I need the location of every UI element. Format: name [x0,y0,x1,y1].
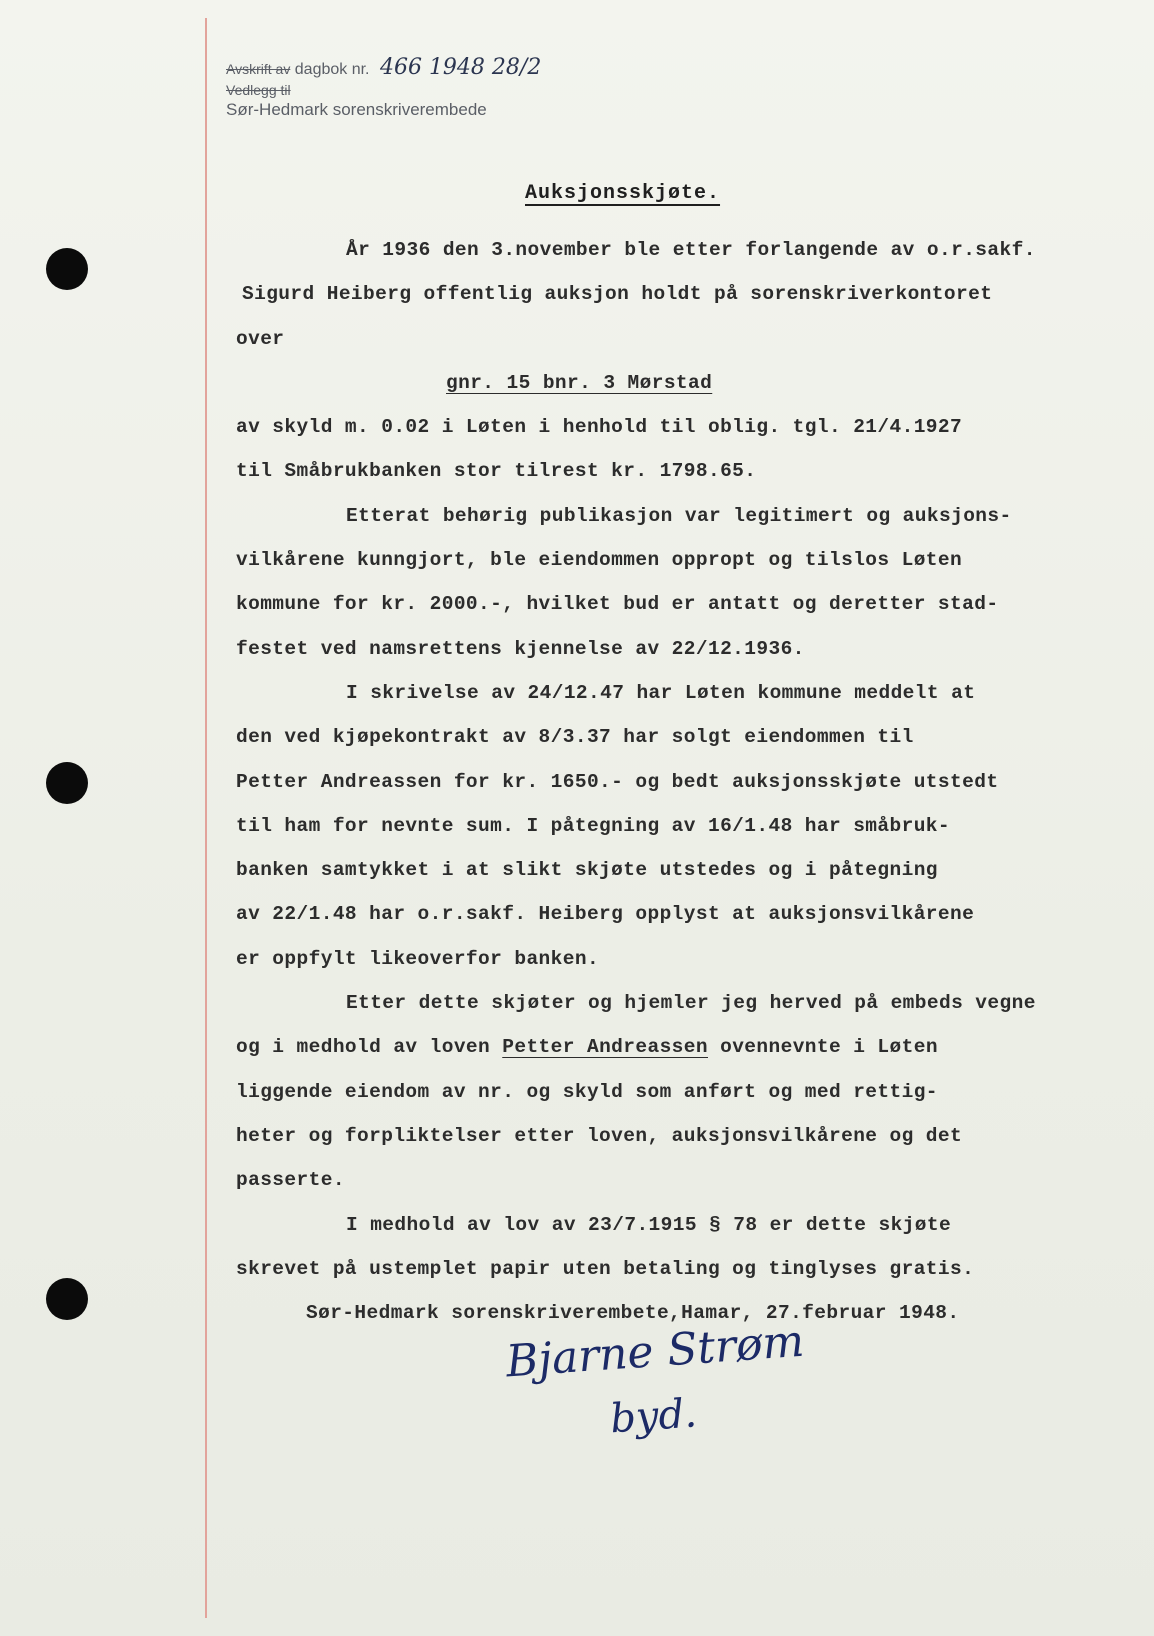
body-line: av skyld m. 0.02 i Løten i henhold til oblig. tgl. 21/4.1927 [236,416,963,439]
body-line: I skrivelse av 24/12.47 har Løten kommune meddelt at [346,681,976,704]
body-line: til ham for nevnte sum. I påtegning av 16/1.48 har småbruk- [236,814,951,837]
body-line: Sigurd Heiberg offentlig auksjon holdt på sorenskriverkontoret [242,283,993,306]
body-line [236,1025,1126,1069]
stamp-journal-number: 466 1948 28/2 [379,55,542,80]
body-line-part: og i medhold av loven [236,1036,491,1059]
body-line: Etter dette skjøter og hjemler jeg herved på embeds vegne [346,992,1036,1015]
handwritten-signature [504,1310,811,1459]
body-line: Etterat behørig publikasjon var legitimert og auksjons- [346,504,1012,527]
body-line: skrevet på ustemplet papir uten betaling og tinglyses gratis. [236,1257,975,1280]
document-body [236,228,1126,1335]
document-title: Auksjonsskjøte. [525,182,721,205]
body-line: heter og forpliktelser etter loven, auksjonsvilkårene og det [236,1124,963,1147]
signature-name: Bjarne Strøm [504,1315,806,1388]
body-line: til Småbrukbanken stor tilrest kr. 1798.65. [236,460,757,483]
body-line: passerte. [236,1169,345,1192]
body-line: er oppfylt likeoverfor banken. [236,947,600,970]
registry-stamp [226,55,542,120]
stamp-office-name: Sør-Hedmark sorenskriverembede [226,100,487,119]
body-line: vilkårene kunngjort, ble eiendommen oppropt og tilslos Løten [236,549,963,572]
body-line-part: ovennevnte i Løten [720,1036,938,1059]
body-line: I medhold av lov av 23/7.1915 § 78 er dette skjøte [346,1213,952,1236]
property-designation: gnr. 15 bnr. 3 Mørstad [446,371,713,394]
body-line: av 22/1.48 har o.r.sakf. Heiberg opplyst at auksjonsvilkårene [236,903,975,926]
body-line: over [236,327,285,350]
body-line: den ved kjøpekontrakt av 8/3.37 har solgt eiendommen til [236,726,914,749]
signature-suffix: byd. [608,1390,699,1443]
punch-hole-bottom [46,1278,88,1320]
body-line: År 1936 den 3.november ble etter forlangende av o.r.sakf. [346,239,1036,261]
punch-hole-middle [46,762,88,804]
buyer-name: Petter Andreassen [502,1036,708,1059]
body-line: Petter Andreassen for kr. 1650.- og bedt auksjonsskjøte utstedt [236,770,999,793]
body-line: festet ved namsrettens kjennelse av 22/12.1936. [236,637,805,660]
stamp-copy-label: Avskrift av [226,61,291,77]
margin-rule [205,18,207,1618]
body-line: banken samtykket i at slikt skjøte utstedes og i påtegning [236,859,938,882]
punch-hole-top [46,248,88,290]
body-line: liggende eiendom av nr. og skyld som anført og med rettig- [236,1080,938,1103]
place-date-line: Sør-Hedmark sorenskriverembete,Hamar, 27.februar 1948. [306,1302,960,1325]
body-line: kommune for kr. 2000.-, hvilket bud er antatt og deretter stad- [236,593,999,616]
stamp-journal-label: dagbok nr. [294,61,370,78]
stamp-attachment-label: Vedlegg til [226,82,291,98]
